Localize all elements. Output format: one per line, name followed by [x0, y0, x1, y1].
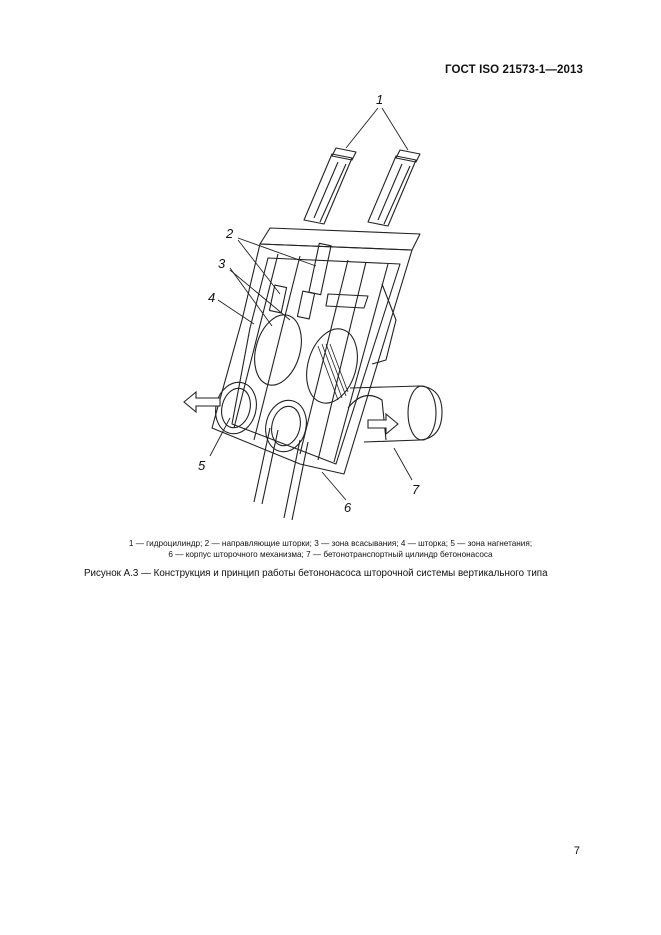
page-number: 7	[573, 845, 580, 857]
legend-line-1: 1 — гидроцилиндр; 2 — направляющие шторки; 3 — зона всасывания; 4 — шторка; 5 — зона нагнетания;	[128, 539, 533, 548]
callout-4: 4	[208, 290, 216, 305]
pump-illustration	[150, 88, 470, 528]
discharge-zone	[210, 378, 311, 456]
suction-zone-left	[247, 309, 309, 390]
suction-zone-right	[298, 323, 365, 409]
callout-5: 5	[198, 458, 206, 473]
callout-2: 2	[226, 226, 234, 241]
hydraulic-cylinder-left	[304, 148, 356, 224]
legend-line-2: 6 — корпус шторочного механизма; 7 — бетонотранспортный цилиндр бетононасоса	[168, 550, 493, 559]
shutter-guides	[269, 243, 331, 319]
figure-legend	[40, 538, 621, 560]
callout-6: 6	[344, 500, 352, 515]
discharge-arrow-icon	[184, 392, 220, 412]
callout-1: 1	[376, 92, 384, 107]
shutter-hatch	[318, 344, 348, 400]
figure-caption: Рисунок А.3 — Конструкция и принцип работы бетононасоса шторочной системы вертикального типа	[84, 568, 548, 579]
hydraulic-cylinder-right	[368, 150, 420, 226]
callout-labels	[198, 92, 420, 515]
suction-arrow-icon	[368, 414, 398, 434]
callout-3: 3	[218, 256, 226, 271]
document-code: ГОСТ ISO 21573-1—2013	[445, 64, 583, 76]
callout-7: 7	[412, 482, 420, 497]
